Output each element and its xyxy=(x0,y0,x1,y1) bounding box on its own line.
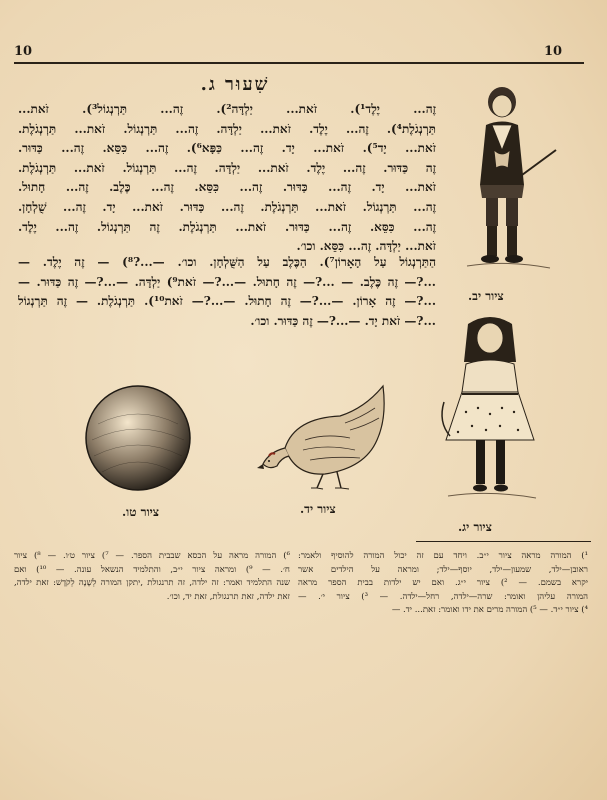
text-line: זֹאת... יַלְדָּה. זֶה... כִּסֵּא. וכו׳. xyxy=(296,239,436,254)
boy-with-stick-engraving-icon xyxy=(452,80,562,280)
footnote-line: ח׳. — ⁹) ומראה ציור י״ב, והתלמיד הנשאל עונה. — ¹⁰) ואם xyxy=(14,564,290,575)
girl-caption: ציור יג. xyxy=(458,520,492,534)
exercise-line: הַתַּרְנְגוֹל עַל הָאָרוֹן⁷). הַכֶּלֶב עַל הַשֻּׁלְחָן. וכו׳. —...?⁸) — זֶה יֶלֶד. — xyxy=(18,255,436,269)
boy-caption: ציור יב. xyxy=(468,289,504,303)
footnote-line: ¹) המורה מראה ציור י״ב. ויחד עם זה יכול המורה להוסיף ולאמר: xyxy=(298,551,588,561)
page-number-right: 10 xyxy=(544,44,563,59)
footnote-line: המורה עליהן ואומר: שרה—ילדה, רחל—ילדה. — ³) ציור י׳. — xyxy=(298,591,588,602)
exercise-text xyxy=(18,253,436,331)
exercise-line: ...?— זֶה כֶּלֶב. — ...?— זֶה חָתוּל. —...?— זֹאת⁹) יַלְדָּה. —...?— זֶה כַּדּוּר. — xyxy=(18,274,436,289)
ball-caption: ציור טו. xyxy=(122,505,160,519)
text-line: תַּרְנְגֹלֶת⁴). זֶה... יֶלֶד. זֹאת... יַלְדָּה. זֶה... תַּרְנְגוֹל. זֹאת... תַּרְנְגֹלֶת. xyxy=(18,121,436,136)
page-number-left: 10 xyxy=(14,44,33,59)
footnote-line: יקרא בשמם. — ²) ציור י״ג. ואם יש ילדות בבית הספר מראה xyxy=(298,578,588,588)
text-line: זֹאת... יָד. זֶה... כַּדּוּר. זֶה... כִּסֵּא. זֶה... כֶּלֶב. זֶה... חָתוּל. xyxy=(18,180,436,195)
exercise-line: ...?— זֶה אָרוֹן. —...?— זֶה חָתוּל. —...?— זֹאת¹⁰). תַּרְנְגֹלֶת. — זֶה תַּרְנְגוֹל xyxy=(18,294,436,309)
girl-in-dress-engraving-icon xyxy=(436,312,544,512)
text-line: זֶה... יֶלֶד¹). זֹאת... יַלְדָּה²). זֶה... תַּרְנְגוֹל³). זֹאת... xyxy=(18,102,436,116)
text-line: זֹאת... יָד⁵). זֹאת... יָד. זֶה... כַּפָּא⁶). זֶה... כִּסֵּא. זֶה... כַּדּוּר. xyxy=(18,141,436,156)
footnote-line: ⁴) ציור י״ד. — ⁵) המורה מרים את ידו ואומר: זאת... יד. — xyxy=(391,605,588,615)
footnote-line: ⁶) המורה מראה על הכסא שבבית הספר. — ⁷) ציור ט׳ו. — ⁸) ציור xyxy=(14,551,290,561)
text-line: זֶה... תַּרְנְגוֹל. זֹאת... תַּרְנְגֹלֶת. זֶה... כַּדּוּר. זֹאת... יָד. זֶה... שֻׁלְחָן. xyxy=(18,199,436,214)
lesson-text xyxy=(18,100,436,257)
footnotes-left-column xyxy=(14,550,290,604)
ball-engraving-icon xyxy=(78,384,198,494)
text-line: זֶה... כִּסֵּא. זֶה... כַּדּוּר. זֹאת... תַּרְנְגֹלֶת. זֶה תַּרְנְגוֹל. זֶה... יֶלֶד. xyxy=(18,219,436,234)
lesson-title: שִׁעוּר ג. xyxy=(200,74,270,95)
header-rule xyxy=(14,62,584,64)
hen-caption: ציור יד. xyxy=(300,502,336,516)
footnote-line: שנה התלמיד ואמר: זה ילדה, זה תרנגולת ,יתקן המורה לְשָׁנָה לְקֹדֶשׁ: זאת ילדה, xyxy=(14,578,290,588)
text-line: זֶה כַּדּוּר. זֶה... יֶלֶד. זֹאת... יַלְדָּה. זֶה... תַּרְנְגוֹל. זֹאת... תַּרְנְגֹלֶת. xyxy=(18,160,436,175)
footnote-separator-right xyxy=(416,541,591,542)
hen-engraving-icon xyxy=(255,378,395,493)
exercise-line: ...?— זֹאת יָד. —...?— זֶה כַּדּוּר. וכו׳. xyxy=(250,313,436,328)
footnotes-right-column xyxy=(298,550,588,618)
footnote-line: ראובן—ילד, שמעון—ילד, יוסף—ילד; ומראה על הילדים אשר xyxy=(298,564,588,575)
footnote-line: זאת ילדה, זאת תרנגולת, זאת יד, וכו׳. xyxy=(166,591,290,602)
